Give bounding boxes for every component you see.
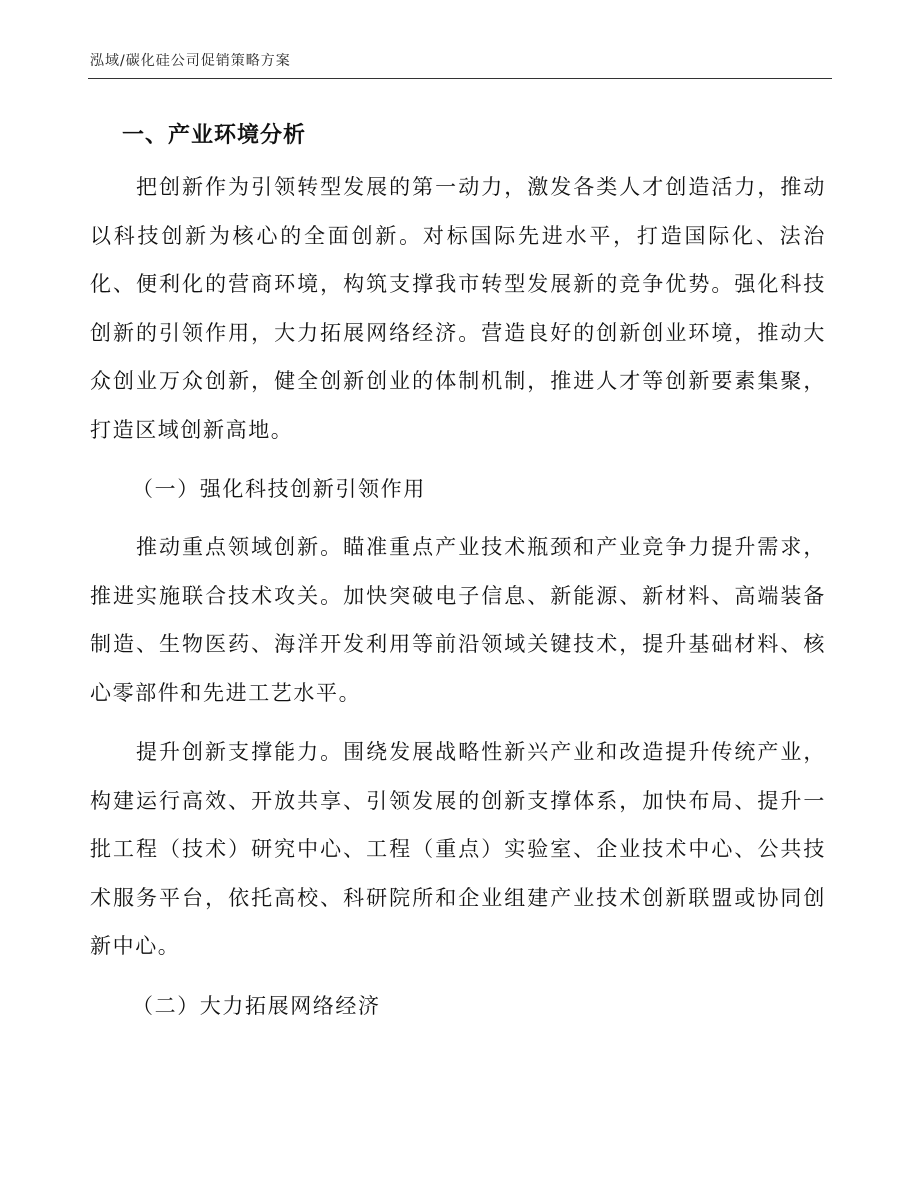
subsection-heading-2: （二）大力拓展网络经济 [132, 993, 381, 1018]
section-heading: 一、产业环境分析 [122, 123, 307, 148]
spacer [90, 971, 826, 982]
subsection-heading-1: （一）强化科技创新引领作用 [132, 477, 426, 501]
spacer [90, 454, 826, 465]
header-divider [88, 78, 832, 79]
spacer [90, 717, 826, 728]
running-header: 泓域/碳化硅公司促销策略方案 [90, 53, 291, 69]
document-body [90, 111, 826, 1040]
section-intro-paragraph: 把创新作为引领转型发展的第一动力，激发各类人才创造活力，推动以科技创新为核心的全面创新。对标国际先进水平，打造国际化、法治化、便利化的营商环境，构筑支撑我市转型发展新的竞争优势。强化科技创新的引领作用，大力拓展网络经济。营造良好的创新创业环境，推动大众创业万众创新，健全创新创业的体制机制，推进人才等创新要素集聚，打造区域创新高地。 [90, 175, 826, 442]
paragraph: 提升创新支撑能力。围绕发展战略性新兴产业和改造提升传统产业，构建运行高效、开放共享、引领发展的创新支撑体系，加快布局、提升一批工程（技术）研究中心、工程（重点）实验室、企业技术中心、公共技术服务平台，依托高校、科研院所和企业组建产业技术创新联盟或协同创新中心。 [90, 740, 826, 958]
paragraph: 推动重点领域创新。瞄准重点产业技术瓶颈和产业竞争力提升需求，推进实施联合技术攻关。加快突破电子信息、新能源、新材料、高端装备制造、生物医药、海洋开发利用等前沿领域关键技术，提升基础材料、核心零部件和先进工艺水平。 [90, 535, 826, 705]
